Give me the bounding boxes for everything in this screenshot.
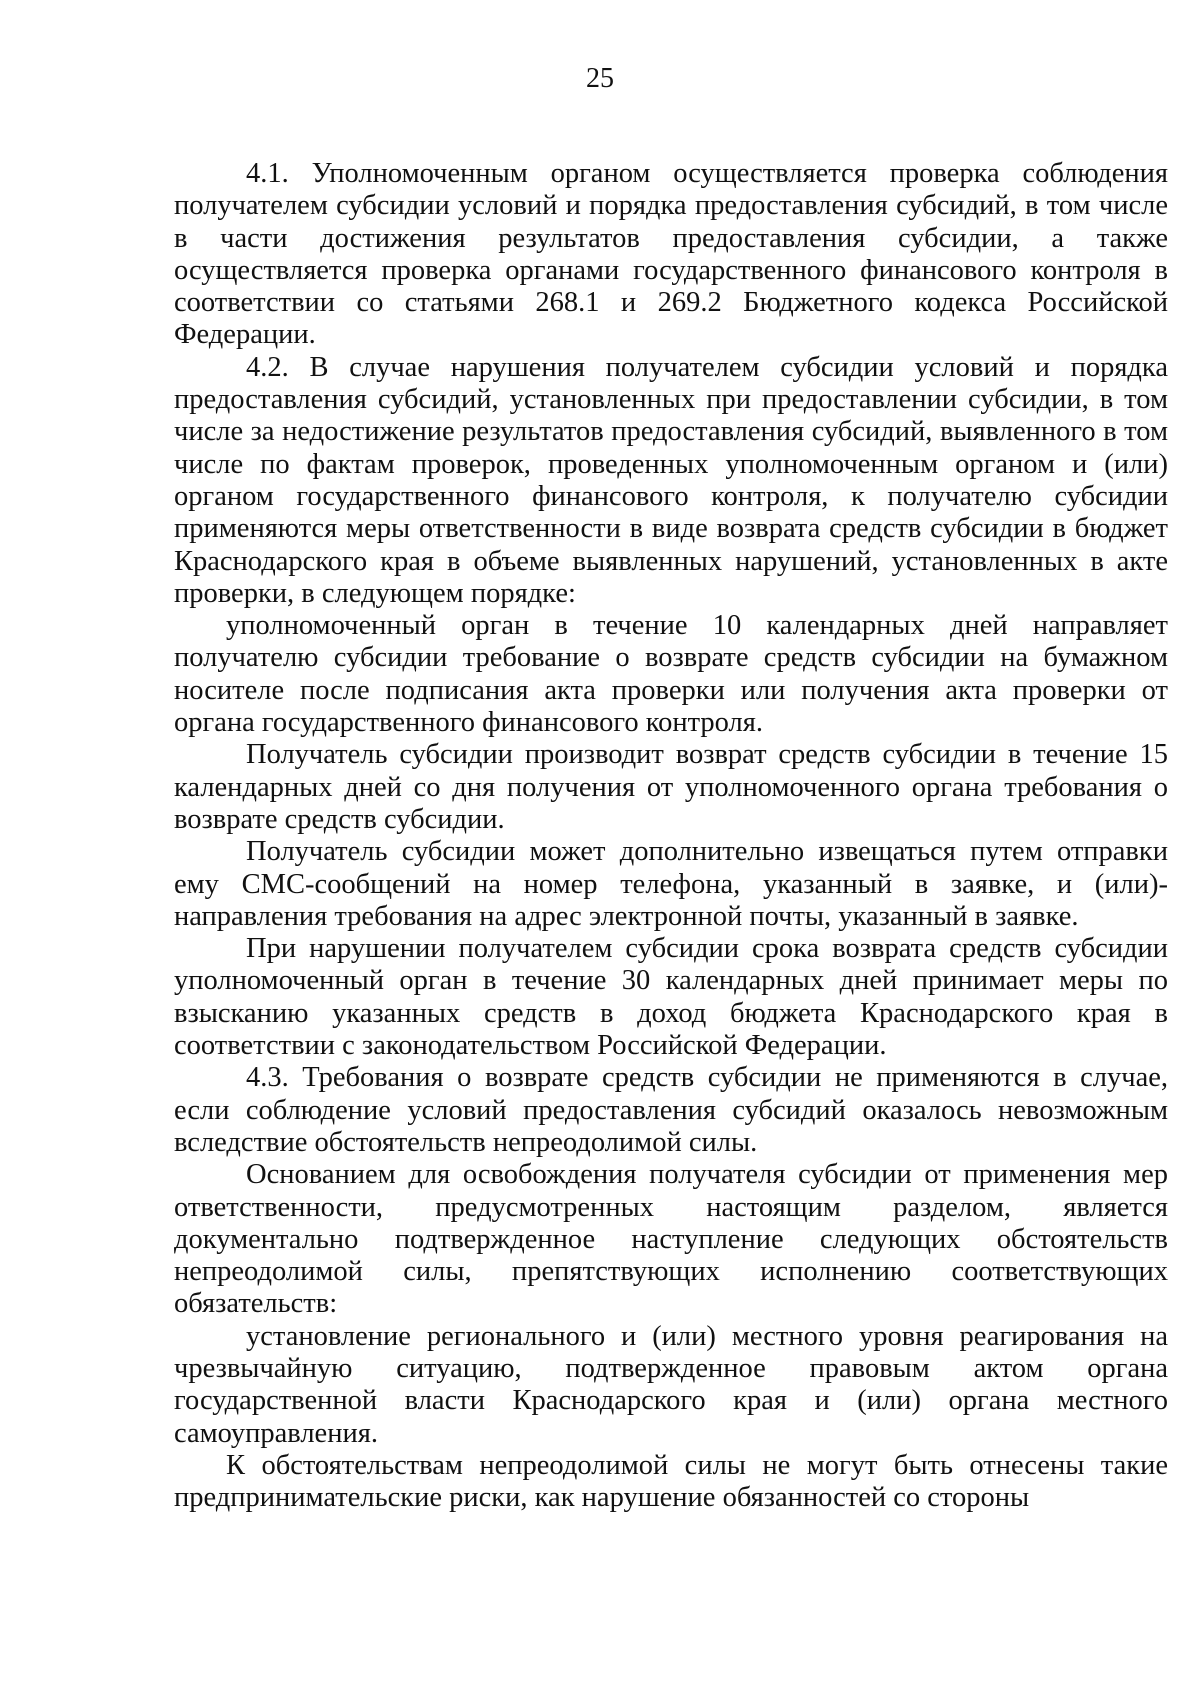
- paragraph-4-1: 4.1. Уполномоченным органом осуществляется проверка соблюдения получателем субсидии условий и порядка предоставления субсидий, в том числе в части достижения результатов предоставления субсидии, а также осуществляется проверка органами государственного финансового контроля в соответствии со статьями 268.1 и 269.2 Бюджетного кодекса Российской Федерации.: [174, 158, 1168, 351]
- paragraph-exemption-basis: Основанием для освобождения получателя субсидии от применения мер ответственности, предусмотренных настоящим разделом, является документально подтвержденное наступление следующих обстоятельств непреодолимой силы, препятствующих исполнению соответствующих обязательств:: [174, 1159, 1168, 1320]
- paragraph-4-3: 4.3. Требования о возврате средств субсидии не применяются в случае, если соблюдение условий предоставления субсидий оказалось невозможным вследствие обстоятельств непреодолимой силы.: [174, 1062, 1168, 1158]
- paragraph-4-2: 4.2. В случае нарушения получателем субсидии условий и порядка предоставления субсидий, установленных при предоставлении субсидии, в том числе за недостижение результатов предоставления субсидий, выявленного в том числе по фактам проверок, проведенных уполномоченным органом и (или) органом государственного финансового контроля, к получателю субсидии применяются меры ответственности в виде возврата средств субсидии в бюджет Краснодарского края в объеме выявленных нарушений, установленных в акте проверки, в следующем порядке:: [174, 351, 1168, 609]
- paragraph-emergency-level: установление регионального и (или) местного уровня реагирования на чрезвычайную ситуацию, подтвержденное правовым актом органа государственной власти Краснодарского края и (или) органа местного самоуправления.: [174, 1320, 1168, 1449]
- paragraph-notice-requirement: уполномоченный орган в течение 10 календарных дней направляет получателю субсидии требование о возврате средств субсидии на бумажном носителе после подписания акта проверки или получения акта проверки от органа государственного финансового контроля.: [174, 610, 1168, 739]
- paragraph-business-risks: К обстоятельствам непреодолимой силы не могут быть отнесены такие предпринимательские риски, как нарушение обязанностей со стороны: [174, 1449, 1168, 1514]
- paragraph-refund-term: Получатель субсидии производит возврат средств субсидии в течение 15 календарных дней со дня получения от уполномоченного органа требования о возврате средств субсидии.: [174, 739, 1168, 835]
- paragraph-sms-notice: Получатель субсидии может дополнительно извещаться путем отправки ему СМС-сообщений на номер телефона, указанный в заявке, и (или)-направления требования на адрес электронной почты, указанный в заявке.: [174, 836, 1168, 932]
- paragraph-deadline-violation: При нарушении получателем субсидии срока возврата средств субсидии уполномоченный орган в течение 30 календарных дней принимает меры по взысканию указанных средств в доход бюджета Краснодарского края в соответствии с законодательством Российской Федерации.: [174, 933, 1168, 1062]
- page-number: 25: [586, 63, 614, 94]
- document-body: [174, 158, 1168, 1514]
